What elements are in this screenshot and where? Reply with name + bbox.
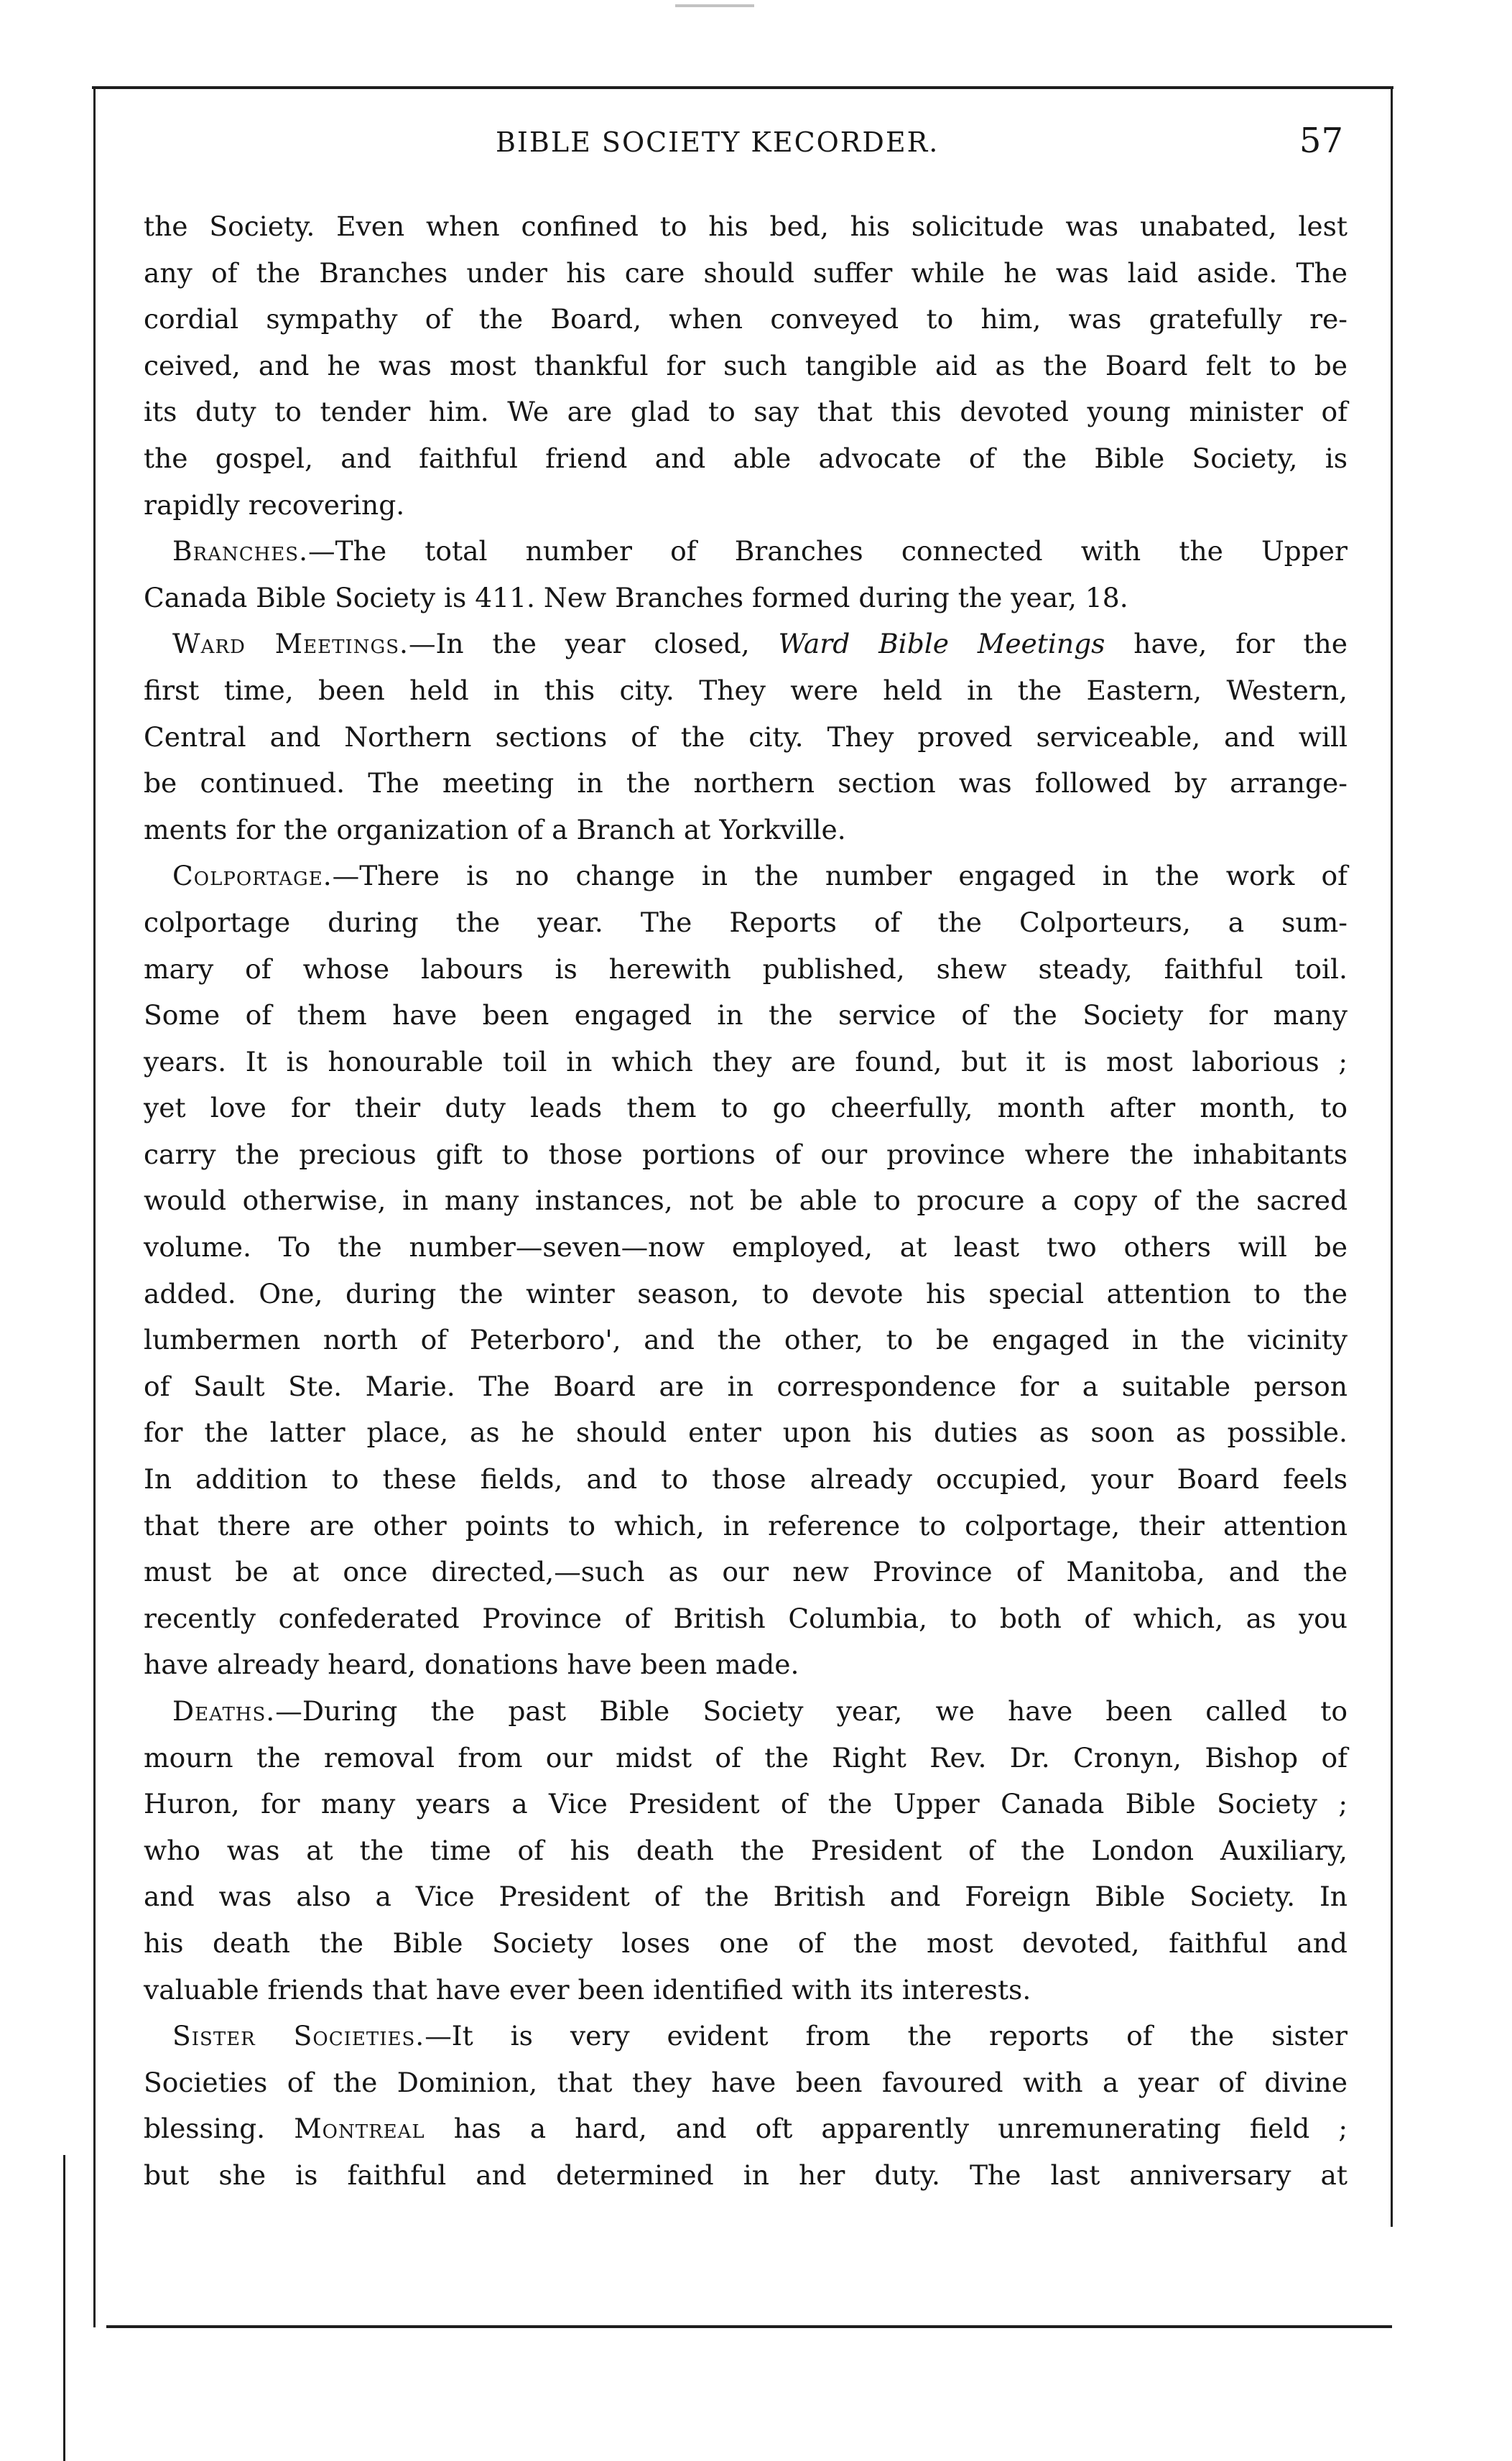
text-line xyxy=(144,621,1348,667)
text-line: the Society. Even when confined to his bed, his solicitude was unabated, lest xyxy=(144,210,1348,242)
text-line: would otherwise, in many instances, not be able to procure a copy of the sacred xyxy=(144,1185,1348,1217)
text-line: rapidly recovering. xyxy=(144,488,405,521)
text-line: ceived, and he was most thankful for such tangible aid as the Board felt to be xyxy=(144,349,1348,381)
text-run: —It is very evident from the reports of the sister xyxy=(425,2020,1348,2052)
paragraph-continuation xyxy=(144,203,1348,528)
top-border-rule xyxy=(92,86,1393,89)
text-line xyxy=(144,1688,1348,1735)
text-line: Huron, for many years a Vice President of the Upper Canada Bible Society ; xyxy=(144,1788,1348,1820)
text-run: —There is no change in the number engaged in the work of xyxy=(332,860,1348,892)
text-line: of Sault Ste. Marie. The Board are in correspondence for a suitable person xyxy=(144,1370,1348,1402)
text-line: recently confederated Province of British Columbia, to both of which, as you xyxy=(144,1602,1348,1634)
text-line: Central and Northern sections of the city. They proved serviceable, and will xyxy=(144,720,1348,753)
text-line: In addition to these fields, and to those already occupied, your Board feels xyxy=(144,1463,1348,1496)
text-line: first time, been held in this city. They were held in the Eastern, Western, xyxy=(144,674,1348,706)
paragraph-branches xyxy=(144,528,1348,621)
italic-text-run: Ward Bible Meetings xyxy=(778,628,1105,660)
section-heading-colportage: Colportage. xyxy=(172,860,333,892)
text-line: Some of them have been engaged in the service of the Society for many xyxy=(144,999,1348,1032)
text-line xyxy=(144,853,1348,899)
text-line: and was also a Vice President of the British and Foreign Bible Society. In xyxy=(144,1881,1348,1913)
text-line: must be at once directed,—such as our new Province of Manitoba, and the xyxy=(144,1556,1348,1588)
running-title: BIBLE SOCIETY KECORDER. xyxy=(496,126,940,158)
page-header xyxy=(144,121,1350,171)
text-line: valuable friends that have ever been identified with its interests. xyxy=(144,1973,1031,2006)
text-run: —In the year closed, xyxy=(408,628,779,660)
text-line: mary of whose labours is herewith published, shew steady, faithful toil. xyxy=(144,953,1348,985)
text-line: years. It is honourable toil in which they are found, but it is most laborious ; xyxy=(144,1045,1348,1077)
paragraph-sister-societies xyxy=(144,2013,1348,2198)
paragraph-ward-meetings xyxy=(144,621,1348,853)
text-line: colportage during the year. The Reports of the Colporteurs, a sum- xyxy=(144,906,1348,938)
section-heading-ward-meetings: Ward Meetings. xyxy=(172,628,409,660)
text-line: any of the Branches under his care should suffer while he was laid aside. The xyxy=(144,256,1348,289)
text-line: Canada Bible Society is 411. New Branches formed during the year, 18. xyxy=(144,581,1128,613)
left-border-rule xyxy=(93,88,96,2327)
bottom-border-rule xyxy=(106,2325,1392,2328)
text-run: —The total number of Branches connected with the Upper xyxy=(308,535,1348,567)
left-margin-rule xyxy=(63,2155,65,2461)
scan-mark xyxy=(675,4,754,7)
body-text xyxy=(144,203,1348,2199)
text-line: its duty to tender him. We are glad to say that this devoted young minister of xyxy=(144,396,1348,428)
text-line: volume. To the number—seven—now employed, at least two others will be xyxy=(144,1231,1348,1264)
text-line: that there are other points to which, in reference to colportage, their attention xyxy=(144,1509,1348,1542)
text-line: who was at the time of his death the President of the London Auxiliary, xyxy=(144,1834,1348,1866)
text-line: added. One, during the winter season, to devote his special attention to the xyxy=(144,1277,1348,1310)
text-run: has a hard, and oft apparently unremunerating field ; xyxy=(425,2113,1348,2145)
text-line: ments for the organization of a Branch at Yorkville. xyxy=(144,813,846,845)
text-run: blessing. xyxy=(144,2113,294,2145)
text-line: mourn the removal from our midst of the Right Rev. Dr. Cronyn, Bishop of xyxy=(144,1741,1348,1774)
small-caps-run: Montreal xyxy=(294,2113,425,2145)
text-line: be continued. The meeting in the northern section was followed by arrange- xyxy=(144,767,1348,800)
section-heading-deaths: Deaths. xyxy=(172,1695,276,1727)
text-line: but she is faithful and determined in her duty. The last anniversary at xyxy=(144,2159,1348,2191)
text-line: lumbermen north of Peterboro', and the other, to be engaged in the vicinity xyxy=(144,1324,1348,1356)
text-line xyxy=(144,2013,1348,2059)
text-line: yet love for their duty leads them to go cheerfully, month after month, to xyxy=(144,1092,1348,1124)
text-line xyxy=(144,2105,1348,2152)
section-heading-branches: Branches. xyxy=(172,535,309,567)
paragraph-deaths xyxy=(144,1688,1348,2013)
text-line: his death the Bible Society loses one of the most devoted, faithful and xyxy=(144,1927,1348,1959)
text-line: Societies of the Dominion, that they have been favoured with a year of divine xyxy=(144,2066,1348,2098)
text-line xyxy=(144,528,1348,575)
page-number: 57 xyxy=(1299,121,1343,161)
text-line: have already heard, donations have been made. xyxy=(144,1649,799,1681)
text-line: the gospel, and faithful friend and able advocate of the Bible Society, is xyxy=(144,442,1348,474)
text-run: have, for the xyxy=(1105,628,1348,660)
text-run: —During the past Bible Society year, we have been called to xyxy=(275,1695,1348,1727)
paragraph-colportage xyxy=(144,853,1348,1688)
section-heading-sister-societies: Sister Societies. xyxy=(172,2020,425,2052)
text-line: cordial sympathy of the Board, when conveyed to him, was gratefully re- xyxy=(144,303,1348,335)
right-border-rule xyxy=(1391,86,1393,2227)
text-line: for the latter place, as he should enter upon his duties as soon as possible. xyxy=(144,1417,1348,1449)
text-line: carry the precious gift to those portions of our province where the inhabitants xyxy=(144,1138,1348,1170)
